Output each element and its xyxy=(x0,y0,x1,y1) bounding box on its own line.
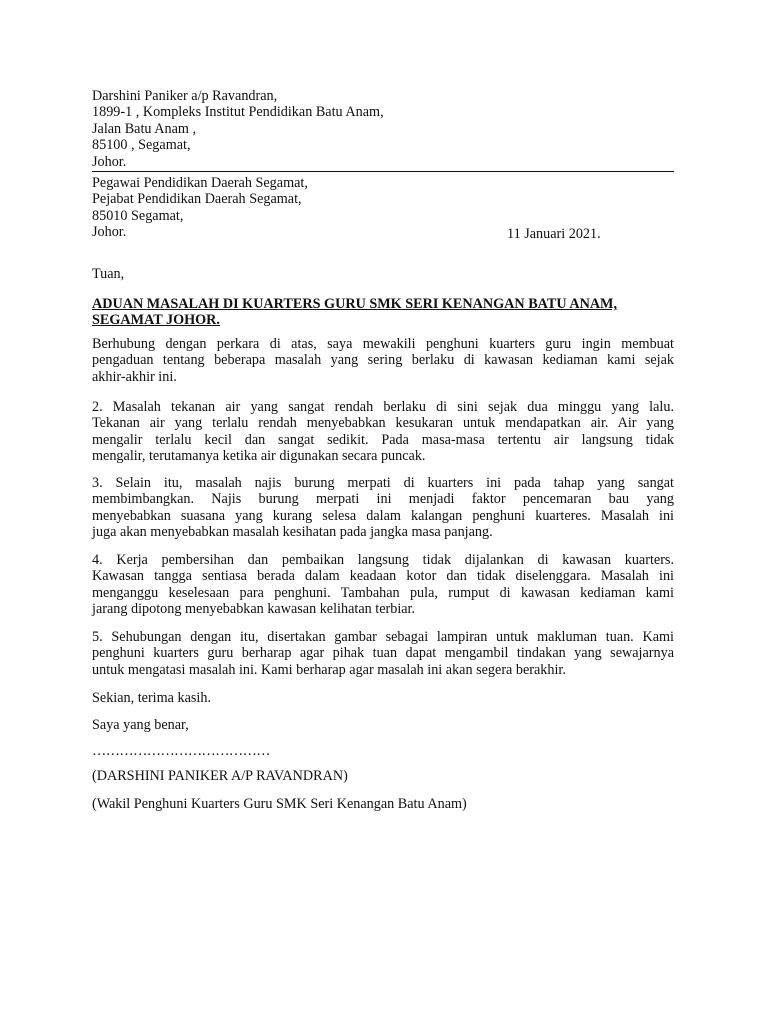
sender-line: Johor. xyxy=(92,153,127,170)
paragraph-line: Berhubung dengan perkara di atas, saya mewakili penghuni kuarters guru ingin membuat xyxy=(92,336,674,352)
signoff-text: Saya yang benar, xyxy=(92,717,189,733)
paragraph-line: 2. Masalah tekanan air yang sangat rendah berlaku di sini sejak dua minggu yang lalu. xyxy=(92,399,674,415)
letter-date: 11 Januari 2021. xyxy=(507,226,601,242)
title-line: SEGAMAT JOHOR. xyxy=(92,312,220,329)
address-divider xyxy=(92,171,674,172)
paragraph-line: akhir-akhir ini. xyxy=(92,368,177,385)
title-line: ADUAN MASALAH DI KUARTERS GURU SMK SERI KENANGAN BATU ANAM, xyxy=(92,296,617,312)
signature-line: ………………………………… xyxy=(92,743,270,759)
paragraph-line: Tekanan air yang terlalu rendah menyebabkan kesukaran untuk mendapatkan air. Air yang xyxy=(92,415,674,432)
recipient-line: Johor. xyxy=(92,224,127,241)
paragraph-line: menyebabkan suasana yang kurang selesa dalam kalangan penghuni kuarteres. Masalah ini xyxy=(92,507,674,524)
paragraph-line: membimbangkan. Najis burung merpati ini menjadi faktor pencemaran bau yang xyxy=(92,491,674,508)
paragraph-line: 5. Sehubungan dengan itu, disertakan gambar sebagai lampiran untuk makluman tuan. Kami xyxy=(92,629,674,645)
paragraph-line: menganggu keselesaan para penghuni. Tambahan pula, rumput di kawasan kediaman kami xyxy=(92,584,674,601)
paragraph-1 xyxy=(92,336,674,385)
paragraph-line: mengalir terlalu kecil dan sangat sedikit. Pada masa-masa tertentu air langsung tidak xyxy=(92,431,674,448)
paragraph-line: 4. Kerja pembersihan dan pembaikan langsung tidak dijalankan di kawasan kuarters. xyxy=(92,552,674,568)
recipient-line: Pegawai Pendidikan Daerah Segamat, xyxy=(92,175,308,191)
recipient-line: 85010 Segamat, xyxy=(92,207,184,224)
sender-line: Darshini Paniker a/p Ravandran, xyxy=(92,88,278,104)
sender-address xyxy=(92,88,674,170)
signatory-name: (DARSHINI PANIKER A/P RAVANDRAN) xyxy=(92,768,348,784)
closing-text: Sekian, terima kasih. xyxy=(92,690,211,706)
paragraph-5 xyxy=(92,629,674,678)
signatory-title: (Wakil Penghuni Kuarters Guru SMK Seri Kenangan Batu Anam) xyxy=(92,796,467,812)
paragraph-3 xyxy=(92,475,674,541)
sender-line: 1899-1 , Kompleks Institut Pendidikan Batu Anam, xyxy=(92,104,384,121)
paragraph-line: 3. Selain itu, masalah najis burung merpati di kuarters ini pada tahap yang sangat xyxy=(92,475,674,491)
paragraph-line: penghuni kuarters guru berharap agar pihak tuan dapat mengambil tindakan yang sewajarnya xyxy=(92,645,674,662)
paragraph-line: juga akan menyebabkan masalah kesihatan pada jangka masa panjang. xyxy=(92,524,493,541)
paragraph-line: Kawasan tangga sentiasa berada dalam keadaan kotor dan tidak diselenggara. Masalah ini xyxy=(92,568,674,585)
paragraph-2 xyxy=(92,399,674,465)
sender-line: 85100 , Segamat, xyxy=(92,137,191,154)
letter-title xyxy=(92,296,674,329)
paragraph-line: mengalir, terutamanya ketika air digunakan secara puncak. xyxy=(92,448,426,465)
paragraph-line: pengaduan tentang beberapa masalah yang sering berlaku di kawasan kediaman kami sejak xyxy=(92,352,674,369)
sender-line: Jalan Batu Anam , xyxy=(92,120,197,137)
paragraph-4 xyxy=(92,552,674,618)
salutation: Tuan, xyxy=(92,266,125,282)
paragraph-line: jarang dipotong menyebabkan kawasan kelihatan terbiar. xyxy=(92,601,416,618)
recipient-line: Pejabat Pendidikan Daerah Segamat, xyxy=(92,191,302,208)
paragraph-line: untuk mengatasi masalah ini. Kami berharap agar masalah ini akan segera berakhir. xyxy=(92,661,566,678)
